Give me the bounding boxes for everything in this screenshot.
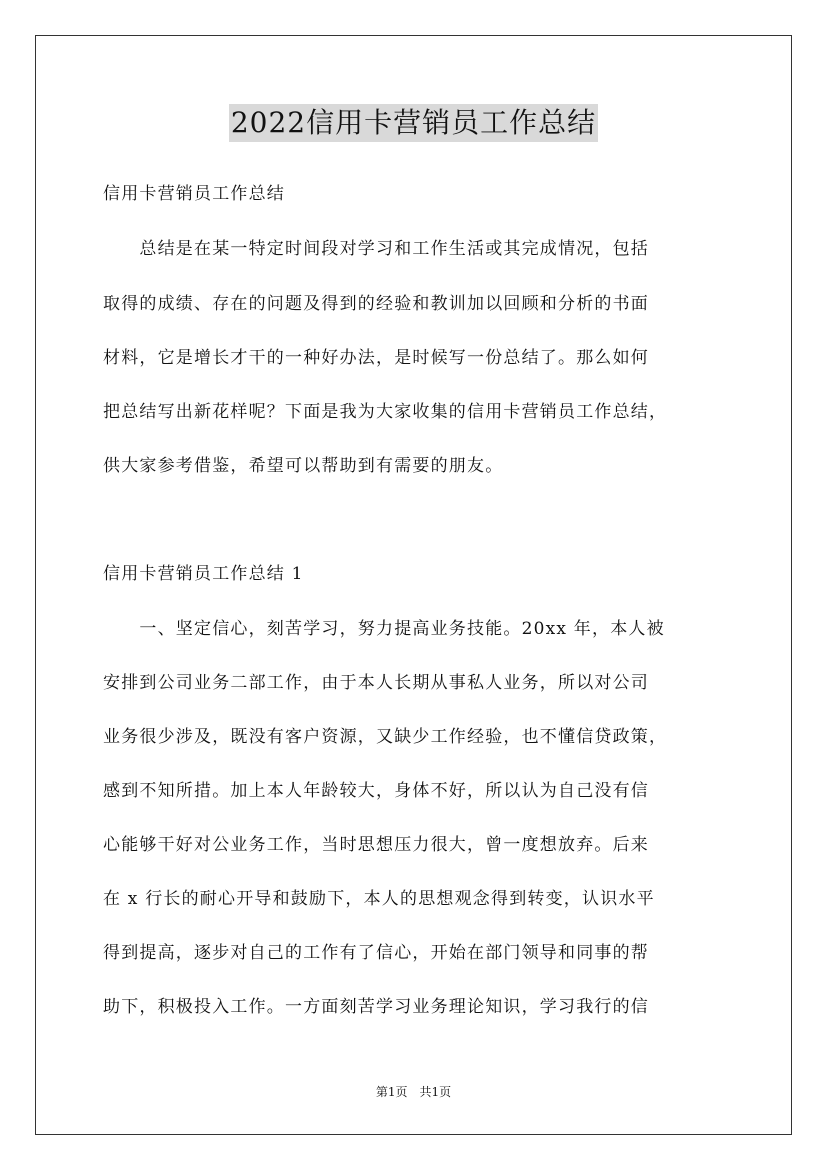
body-line: 心能够干好对公业务工作，当时思想压力很大，曾一度想放弃。后来 [103,835,649,855]
intro-line: 把总结写出新花样呢？下面是我为大家收集的信用卡营销员工作总结， [103,402,668,422]
body-line: 业务很少涉及，既没有客户资源，又缺少工作经验，也不懂信贷政策， [103,727,668,747]
body-line: 得到提高，逐步对自己的工作有了信心，开始在部门领导和同事的帮 [103,943,649,963]
page-footer: 第1页 共1页 [375,1085,452,1099]
body-line: 一、坚定信心，刻苦学习，努力提高业务技能。20xx 年，本人被 [103,619,665,639]
body-line: 安排到公司业务二部工作，由于本人长期从事私人业务，所以对公司 [103,673,649,693]
document-title: 2022信用卡营销员工作总结 [229,104,598,142]
intro-line: 总结是在某一特定时间段对学习和工作生活或其完成情况，包括 [103,239,649,259]
section-heading: 信用卡营销员工作总结 1 [103,564,304,584]
body-line: 在 x 行长的耐心开导和鼓励下，本人的思想观念得到转变，认识水平 [103,889,655,909]
intro-line: 取得的成绩、存在的问题及得到的经验和教训加以回顾和分析的书面 [103,294,649,314]
intro-line: 材料，它是增长才干的一种好办法，是时候写一份总结了。那么如何 [103,348,649,368]
body-line: 助下，积极投入工作。一方面刻苦学习业务理论知识，学习我行的信 [103,997,649,1017]
body-line: 感到不知所措。加上本人年龄较大，身体不好，所以认为自己没有信 [103,781,649,801]
intro-line: 供大家参考借鉴，希望可以帮助到有需要的朋友。 [103,456,504,476]
document-subtitle: 信用卡营销员工作总结 [103,184,285,204]
